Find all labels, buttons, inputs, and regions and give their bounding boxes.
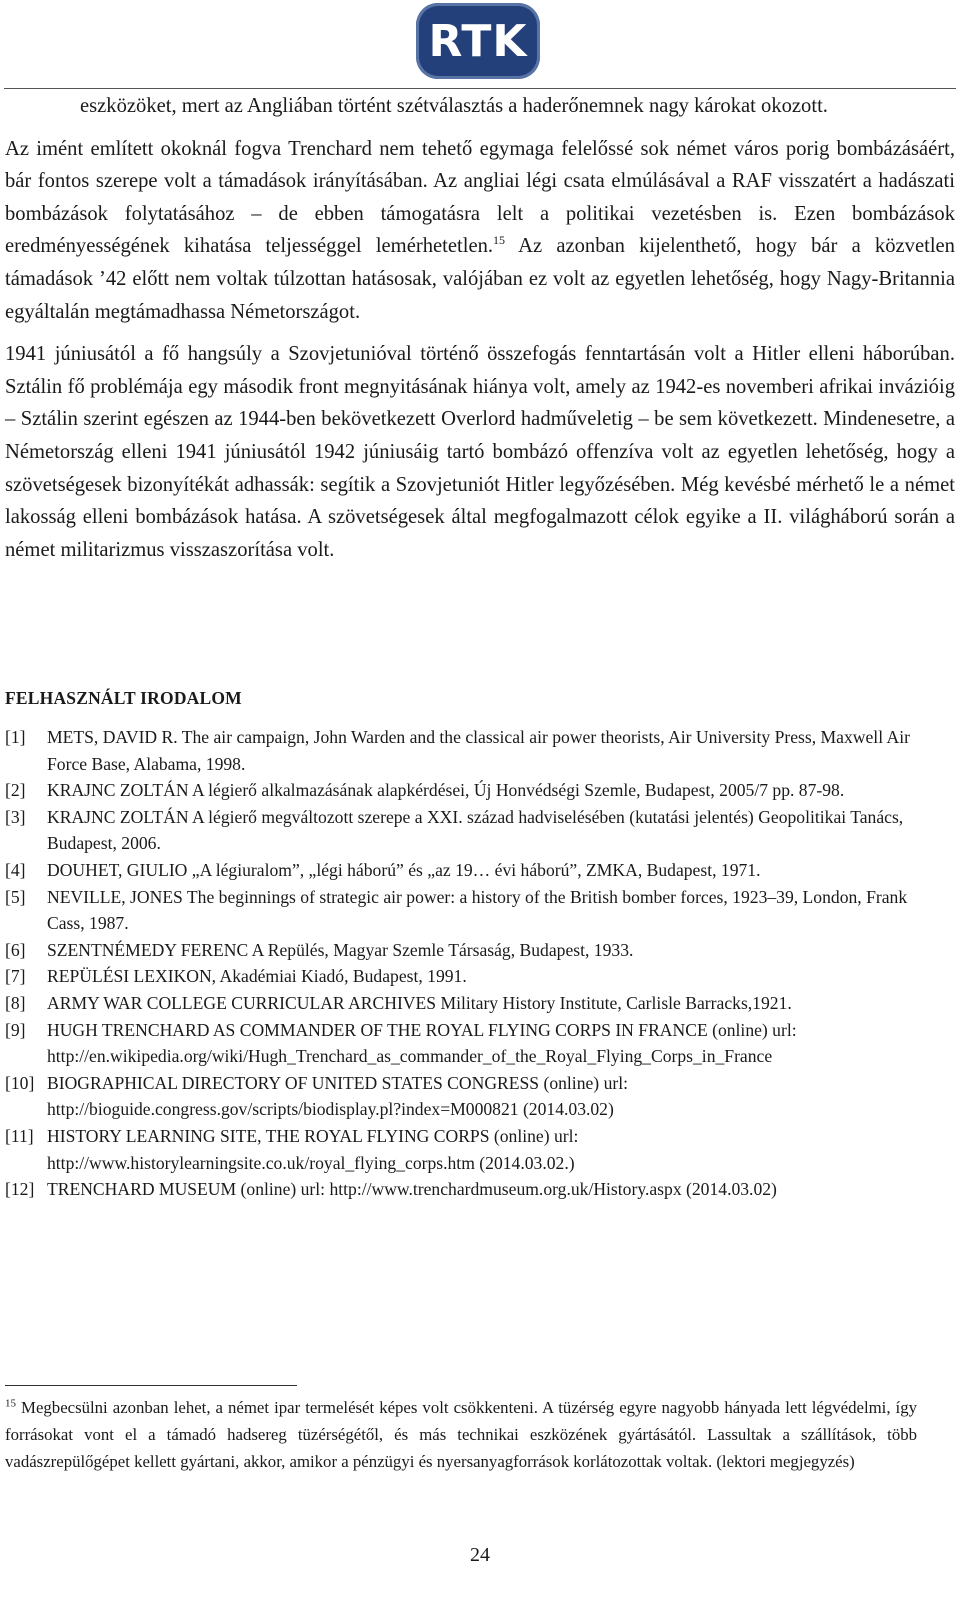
reference-text: BIOGRAPHICAL DIRECTORY OF UNITED STATES CONGRESS (online) url: http://bioguide.congress.gov/scripts/biodisplay.pl?index=M000821 (2014.03.02) bbox=[47, 1072, 628, 1120]
reference-text: METS, DAVID R. The air campaign, John Warden and the classical air power theorists, Air University Press, Maxwell Air Force Base, Alabama, 1998. bbox=[47, 727, 910, 774]
reference-number: [4] bbox=[5, 859, 26, 880]
reference-text: NEVILLE, JONES The beginnings of strategic air power: a history of the British bomber forces, 1923–39, London, Frank Cass, 1987. bbox=[47, 886, 908, 934]
reference-text: SZENTNÉMEDY FERENC A Repülés, Magyar Szemle Társaság, Budapest, 1933. bbox=[47, 939, 634, 960]
reference-item-11 bbox=[5, 1123, 955, 1176]
reference-number: [10] bbox=[5, 1072, 35, 1093]
footnote-ref-15[interactable]: 15 bbox=[493, 233, 506, 248]
footnote-15 bbox=[5, 1394, 917, 1475]
reference-text: DOUHET, GIULIO „A légiuralom”, „légi háború” és „az 19… évi háború”, ZMKA, Budapest, 1971. bbox=[47, 859, 761, 880]
reference-number: [1] bbox=[5, 727, 26, 747]
reference-item-9 bbox=[5, 1017, 955, 1070]
reference-item-2 bbox=[5, 777, 955, 804]
reference-item-10 bbox=[5, 1070, 955, 1123]
header-divider bbox=[4, 88, 956, 89]
rtk-logo bbox=[416, 3, 540, 79]
reference-text: REPÜLÉSI LEXIKON, Akadémiai Kiadó, Budapest, 1991. bbox=[47, 966, 467, 987]
reference-item-4 bbox=[5, 857, 955, 884]
reference-text: TRENCHARD MUSEUM (online) url: http://www.trenchardmuseum.org.uk/History.aspx (2014.03.02) bbox=[47, 1179, 777, 1200]
footnote-number: 15 bbox=[5, 1397, 16, 1410]
footnote-divider bbox=[5, 1385, 297, 1386]
reference-item-8 bbox=[5, 990, 955, 1017]
reference-text: KRAJNC ZOLTÁN A légierő alkalmazásának alapkérdései, Új Honvédségi Szemle, Budapest, 2005/7 pp. 87-98. bbox=[47, 780, 845, 801]
reference-item-3 bbox=[5, 804, 955, 857]
reference-number: [3] bbox=[5, 806, 26, 827]
page-header bbox=[0, 0, 960, 92]
reference-number: [5] bbox=[5, 886, 26, 907]
reference-text: ARMY WAR COLLEGE CURRICULAR ARCHIVES Military History Institute, Carlisle Barracks,1921. bbox=[47, 992, 792, 1013]
reference-item-1 bbox=[5, 724, 955, 777]
paragraph-1: eszközöket, mert az Angliában történt szétválasztás a haderőnemnek nagy károkat okozott. bbox=[80, 95, 828, 117]
reference-text: HUGH TRENCHARD AS COMMANDER OF THE ROYAL FLYING CORPS IN FRANCE (online) url: http://en.wikipedia.org/wiki/Hugh_Trenchard_as_commander_of_the_Royal_Flying_Corps_in_France bbox=[47, 1019, 797, 1067]
reference-number: [12] bbox=[5, 1179, 35, 1200]
reference-list bbox=[5, 724, 955, 1203]
paragraph-2-text-b: Az azonban kijelenthető, hogy bár a közvetlen támadások ’42 előtt nem voltak túlzottan hatásosak, valójában ez volt az egyetlen lehetőség, hogy Nagy-Britannia egyáltalán megtámadhassa Németországot. bbox=[5, 235, 955, 323]
footnote-text: Megbecsülni azonban lehet, a német ipar termelését képes volt csökkenteni. A tüzérség egyre nagyobb hányada lett légvédelmi, így forrásokat vont el a támadó hadsereg tüzérségétől, és más technikai eszközének gyártásától. Lassultak a szállítások, több vadászrepülőgépet kellett gyártani, akkor, amikor a pénzügyi és nyersanyagforrások korlátozottak voltak. (lektori megjegyzés) bbox=[5, 1398, 917, 1471]
reference-number: [2] bbox=[5, 780, 26, 801]
reference-number: [11] bbox=[5, 1125, 34, 1146]
reference-item-7 bbox=[5, 963, 955, 990]
reference-item-5 bbox=[5, 884, 955, 937]
logo-text: RTK bbox=[428, 15, 528, 67]
reference-text: KRAJNC ZOLTÁN A légierő megváltozott szerepe a XXI. század hadviselésében (kutatási jelentés) Geopolitikai Tanács, Budapest, 2006. bbox=[47, 806, 904, 854]
reference-item-6 bbox=[5, 937, 955, 964]
reference-number: [7] bbox=[5, 966, 26, 987]
paragraph-2 bbox=[5, 133, 955, 329]
page-number: 24 bbox=[470, 1544, 490, 1566]
reference-number: [8] bbox=[5, 992, 26, 1013]
body-text bbox=[5, 90, 955, 566]
reference-number: [9] bbox=[5, 1019, 26, 1040]
reference-text: HISTORY LEARNING SITE, THE ROYAL FLYING CORPS (online) url: http://www.historylearningsite.co.uk/royal_flying_corps.htm (2014.03.02.) bbox=[47, 1125, 579, 1173]
paragraph-2-text-a: Az imént említett okoknál fogva Trenchard nem tehető egymaga felelőssé sok német város porig bombázásáért, bár fontos szerepe volt a támadások irányításában. Az angliai légi csata elmúlásával a RAF visszatért a hadászati bombázások folytatásához – de ebben támogatásra lelt a politikai vezetésben is. Ezen bombázások eredményességének kihatása teljességgel lemérhetetlen. bbox=[5, 137, 955, 258]
references-title: FELHASZNÁLT IRODALOM bbox=[5, 688, 242, 708]
paragraph-3: 1941 júniusától a fő hangsúly a Szovjetunióval történő összefogás fenntartásán volt a Hitler elleni háborúban. Sztálin fő problémája egy második front megnyitásának hiánya volt, amely az 1942-es novemberi afrikai invázióig – Sztálin szerint egészen az 1944-ben bekövetkezett Overlord hadműveletig – be sem következett. Mindenesetre, a Németország elleni 1941 júniusától 1942 júniusáig tartó bombázó offenzíva volt az egyetlen lehetőség, hogy a szövetségesek bizonyítékát adhassák: segítik a Szovjetuniót Hitler legyőzésében. Még kevésbé mérhető le a német lakosság elleni bombázások hatása. A szövetségesek által megfogalmazott célok egyike a II. világháború során a német militarizmus visszaszorítása volt. bbox=[5, 343, 955, 561]
reference-number: [6] bbox=[5, 939, 26, 960]
reference-item-12 bbox=[5, 1176, 955, 1203]
